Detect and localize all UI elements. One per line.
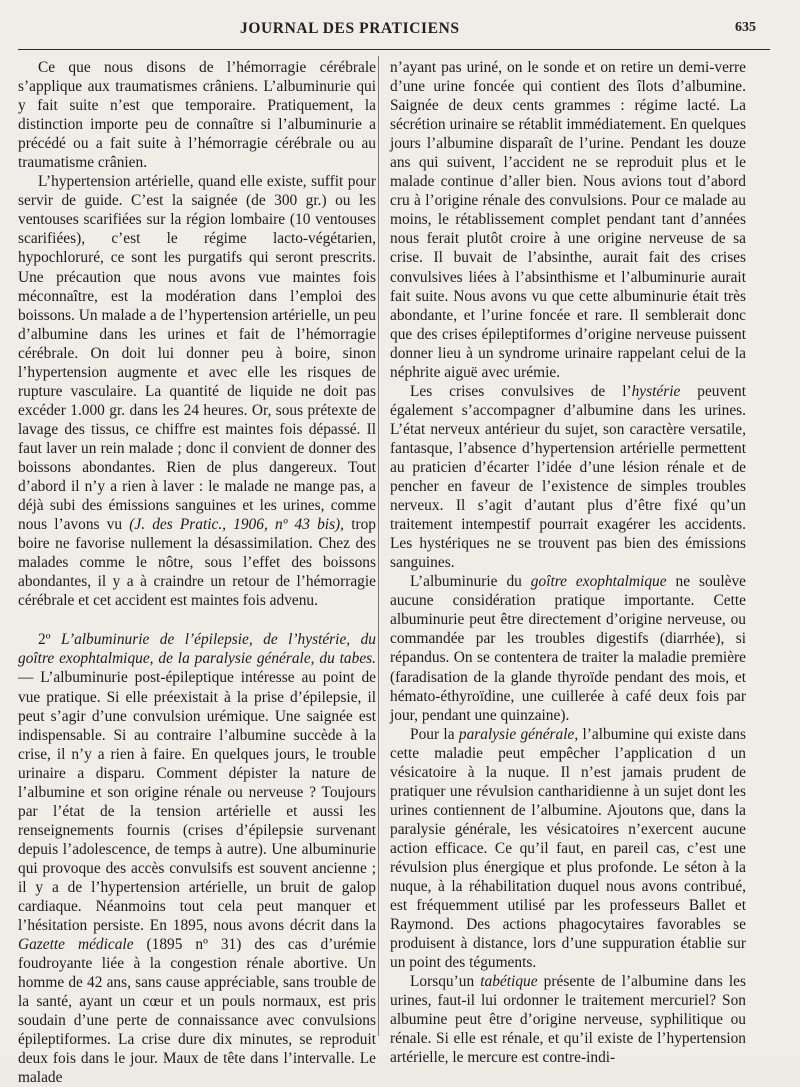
term-goitre: goître exophtalmique [530,573,667,591]
paragraph-text: peuvent également s’accompagner d’albumine dans les urines. L’état nerveux antérieur du sujet, son caractère versatile, fantasque, l’absence d’hypertension artérielle permettent au praticien d’écarter l’idée d’une lésion rénale et de pencher en faveur de l’existence de simples troubles nerveux. Il s’agit d’autant plus d’être fixé qu’un traitement intempestif pourrait exagérer les accidents. Les hystériques ne se trouvent pas bien des émissions sanguines. [390,382,746,572]
section-gap [18,610,376,630]
paragraph-lead: Pour la [410,725,459,743]
term-hysteria: hystérie [631,382,681,400]
paragraph-text: L’hypertension artérielle, quand elle existe, suffit pour servir de guide. C’est la saignée (de 300 gr.) ou les ventouses scarifiées sur la région lombaire (10 ventouses scarifiées), c’est le régime lacto-végétarien, hypochloruré, ce sont les purgatifs qui seront prescrits. Une précaution que nous avons vue maintes fois méconnaître, est la modération dans l’emploi des boissons. Un malade a de l’hypertension artérielle, un peu d’albumine dans les urines et fait de l’hémorragie cérébrale. On doit lui donner peu à boire, sinon l’hypertension augmente et avec elle les risques de rupture vasculaire. La quantité de liquide ne doit pas excéder 1.000 gr. dans les 24 heures. Or, sous prétexte de lavage des tissus, ce chiffre est maintes fois dépassé. Il faut laver un rein malade ; donc il convient de donner des boissons abondantes. Rien de plus dangereux. Tout d’abord il n’y a rien à laver : le malade ne mange pas, a déjà subi des émissions sanguines et les urines, comme nous l’avons vu [18,173,376,534]
paragraph-text-end: (1895 nº 31) des cas d’urémie foudroyante liée à la congestion rénale abortive. Un homme de 42 ans, sans cause appréciable, sans trouble de la santé, ayant un cœur et un pouls normaux, est pris soudain d’une perte de connaissance avec convulsions épileptiformes. La crise dure dix minutes, se reproduit deux fois dans le jour. Maux de tête dans l’intervalle. Le malade [18,936,376,1087]
running-header [0,14,800,44]
paragraph-text-end: trop boire ne favorise nullement la désassimilation. Chez des malades comme le nôtre, sous l’effet des boissons abondantes, il y a à craindre un retour de l’hémorragie cérébrale et cet accident est maintes fois advenu. [18,516,376,610]
paragraph-lead: L’albuminurie du [410,573,531,591]
paragraph-text: présente de l’albumine dans les urines, faut-il lui ordonner le traitement mercuriel? Son albumine peut être d’origine nerveuse, syphilitique ou rénale. Si elle est rénale, et qu’il existe de l’hypertension artérielle, le mercure est contre-indi- [390,973,746,1067]
column-divider [378,56,379,1036]
paragraph-lead: Lorsqu’un [410,973,481,991]
term-general-paralysis: paralysie générale, [458,725,579,743]
running-title: JOURNAL DES PRATICIENS [240,20,460,37]
term-tabetic: tabétique [480,973,538,991]
journal-title: Gazette médicale [18,936,134,954]
journal-reference: (J. des Pratic., 1906, nº 43 bis), [129,516,345,534]
right-column [390,58,746,1067]
paragraph-goitre [390,572,746,724]
left-column [18,58,376,1087]
paragraph-text: ne soulève aucune considération pratique importante. Cette albuminurie peut être directement d’origine nerveuse, ou commandée par les troubles digestifs (diarrhée), si répandus. On se contentera de traiter la maladie première (faradisation de la glande thyroïde pendant des mois, et hémato-éthyroïdine, une cuillerée à café deux fois par jour, pendant une quinzaine). [390,573,746,724]
header-rule [18,49,770,50]
paragraph-text: l’albumine qui existe dans cette maladie peut empêcher l’application d un vésicatoire à la nuque. Il n’est jamais prudent de pratiquer une révulsion cantharidienne à un sujet dont les urines contiennent de l’albumine. Ajoutons que, dans la paralysie générale, les vésicatoires n’exercent aucune action efficace. Ce qu’il faut, en pareil cas, c’est une révulsion plus énergique et plus profonde. Le séton à la nuque, à la réhabilitation duquel nous avons contribué, est fréquemment utilisé par les professeurs Ballet et Raymond. Des actions phagocytaires favorables se produisent à distance, lors d’une suppuration établie sur un point des téguments. [390,725,746,972]
paragraph-continuation: n’ayant pas uriné, on le sonde et on retire un demi-verre d’une urine foncée qui contient des îlots d’albumine. Saignée de deux cents grammes : régime lacté. La sécrétion urinaire se rétablit immédiatement. En quelques jours l’albumine disparaît de l’urine. Pendant les douze ans qui suivent, l’accident ne se reproduit plus et le malade continue d’aller bien. Nous avions tout d’abord cru à l’origine rénale des convulsions. Pour ce malade au moins, le rétablissement complet pendant tant d’années nous ferait plutôt croire à une origine nerveuse de sa crise. Il buvait de l’absinthe, aurait fait des crises convulsives liées à l’absinthisme et l’albuminurie aurait fait suite. Nous avons vu que cette albuminurie était très abondante, et l’urine foncée et rare. Il semblerait donc que des crises épileptiformes d’origine nerveuse puissent donner lieu à un syndrome urinaire rappelant celui de la néphrite aiguë avec urémie. [390,59,746,381]
section-heading-paragraph [18,630,376,1087]
paragraph-text: — L’albuminurie post-épileptique intéresse au point de vue pratique. Si elle préexistait à la prise d’épilepsie, il peut s’agir d’une convulsion urémique. Une saignée est indispensable. Si au contraire l’albumine succède à la crise, il n’y a rien à faire. En quelques jours, le trouble urinaire a disparu. Comment dépister la nature de l’albumine et son origine rénale ou nerveuse ? Toujours par l’état de la tension artérielle et aussi les renseignements fournis (crises d’épilepsie survenant depuis l’adolescence, de temps à autre). Une albuminurie qui provoque des accès convulsifs est souvent ancienne ; il y a de l’hypertension artérielle, un bruit de galop cardiaque. Néanmoins tout cela peut manquer et l’hésitation persiste. En 1895, nous avons décrit dans la [18,669,376,935]
paragraph-lead: Les crises convulsives de l’ [410,382,632,400]
paragraph-tabes [390,972,746,1067]
paragraph-hypertension [18,172,376,610]
paragraph-cerebral-hemorrhage: Ce que nous disons de l’hémorragie cérébrale s’applique aux traumatismes crâniens. L’albuminurie qui y fait suite n’est que temporaire. Pratiquement, la distinction importe peu de connaître si l’albuminurie a précédé ou a fait suite à l’hémorragie cérébrale ou au traumatisme crânien. [18,59,376,172]
paragraph-general-paralysis [390,725,746,973]
section-number: 2º [38,631,51,649]
paragraph-hysteria [390,382,746,572]
section-heading: L’albuminurie de l’épilepsie, de l’hystérie, du goître exophtalmique, de la paralysie générale, du tabes. [18,631,376,668]
page-number: 635 [735,20,756,35]
